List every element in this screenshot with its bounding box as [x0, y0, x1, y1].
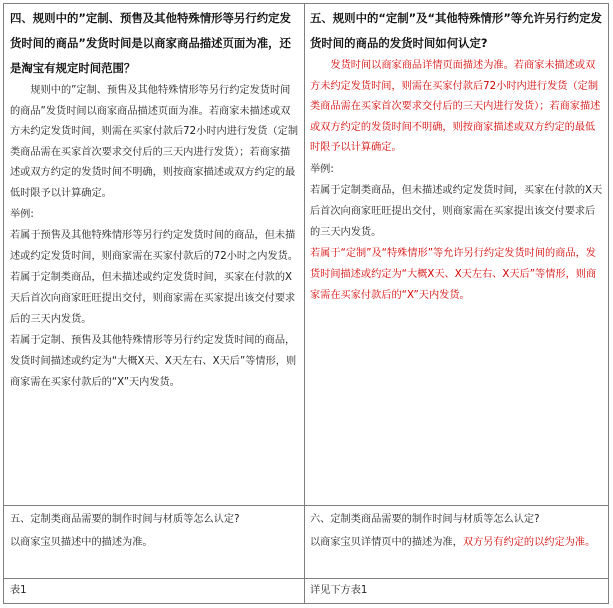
left-example-2: 若属于定制类商品，但未描述或约定发货时间，买家在付款的X天后首次向商家旺旺提出交付，则商家需在买家提出该交付要求后的三天内发货。 — [10, 272, 296, 325]
left-example-3: 若属于定制、预售及其他特殊情形等另行约定发货时间的商品，发货时间描述或约定为“大概X天、X天左右、X天后”等情形，则商家需在买家付款后的“X”天内发货。 — [10, 335, 297, 388]
right-answer-6-plain: 以商家宝贝详情页中的描述为准， — [310, 537, 463, 548]
left-question-4: 四、规则中的”定制、预售及其他特殊情形等另行约定发货时间的商品”发货时间是以商家商品描述页面为准，还是淘宝有规定时间范围？ — [10, 11, 291, 75]
right-answer-6-highlight: 双方另有约定的以约定为准。 — [462, 537, 596, 548]
left-top-cell — [10, 6, 300, 504]
rules-comparison-table — [3, 3, 609, 604]
right-answer-5: 发货时间以商家商品详情页面描述为准。若商家未描述或双方未约定发货时间，则需在买家付款后72小时内进行发货（定制类商品需在买家首次要求交付后的三天内进行发货）；若商家描述或双方约定的发货时间不明确，则按商家描述或双方约定的最低时限予以计算确定。 — [310, 60, 601, 153]
left-footer-cell — [10, 582, 300, 602]
left-answer-5: 以商家宝贝描述中的描述为准。 — [10, 537, 153, 548]
column-divider — [304, 4, 305, 603]
left-footer-label: 表1 — [10, 585, 27, 596]
right-top-cell — [310, 6, 604, 504]
right-question-5: 五、规则中的“定制”及“其他特殊情形”等允许另行约定发货时间的商品的发货时间如何认定? — [310, 11, 602, 50]
right-example-2: 若属于“定制”及“特殊情形”等允许另行约定发货时间的商品，发货时间描述或约定为“大概X天、X天左右、X天后”等情形，则商家需在买家付款后的“X”天内发货。 — [310, 247, 597, 301]
left-question-5: 五、定制类商品需要的制作时间与材质等怎么认定? — [10, 514, 240, 525]
right-example-label: 举例: — [310, 163, 334, 175]
right-footer-label: 详见下方表1 — [310, 585, 368, 596]
right-example-1: 若属于定制类商品，但未描述或约定发货时间，买家在付款的X天后首次向商家旺旺提出交付，则商家需在买家提出该交付要求后的三天内发货。 — [310, 184, 603, 238]
right-mid-cell — [310, 508, 604, 576]
right-question-6: 六、定制类商品需要的制作时间与材质等怎么认定? — [310, 514, 540, 525]
left-example-label: 举例: — [10, 209, 34, 220]
row-divider-1 — [4, 505, 608, 506]
right-footer-cell — [310, 582, 604, 602]
left-answer-4: 规则中的”定制、预售及其他特殊情形等另行约定发货时间的商品”发货时间以商家商品描述页面为准。若商家未描述或双方未约定发货时间，则需在买家付款后72小时内进行发货（定制类商品需在买家首次要求交付后的三天内进行发货）；若商家描述或双方约定的发货时间不明确，则按商家描述或双方约定的最低时限予以计算确定。 — [10, 85, 299, 199]
left-mid-cell — [10, 508, 300, 576]
right-answer-6 — [310, 531, 604, 554]
left-example-1: 若属于预售及其他特殊情形等另行约定发货时间的商品，但未描述或约定发货时间，则商家需在买家付款后的72小时之内发货。 — [10, 230, 299, 262]
row-divider-2 — [4, 578, 608, 579]
